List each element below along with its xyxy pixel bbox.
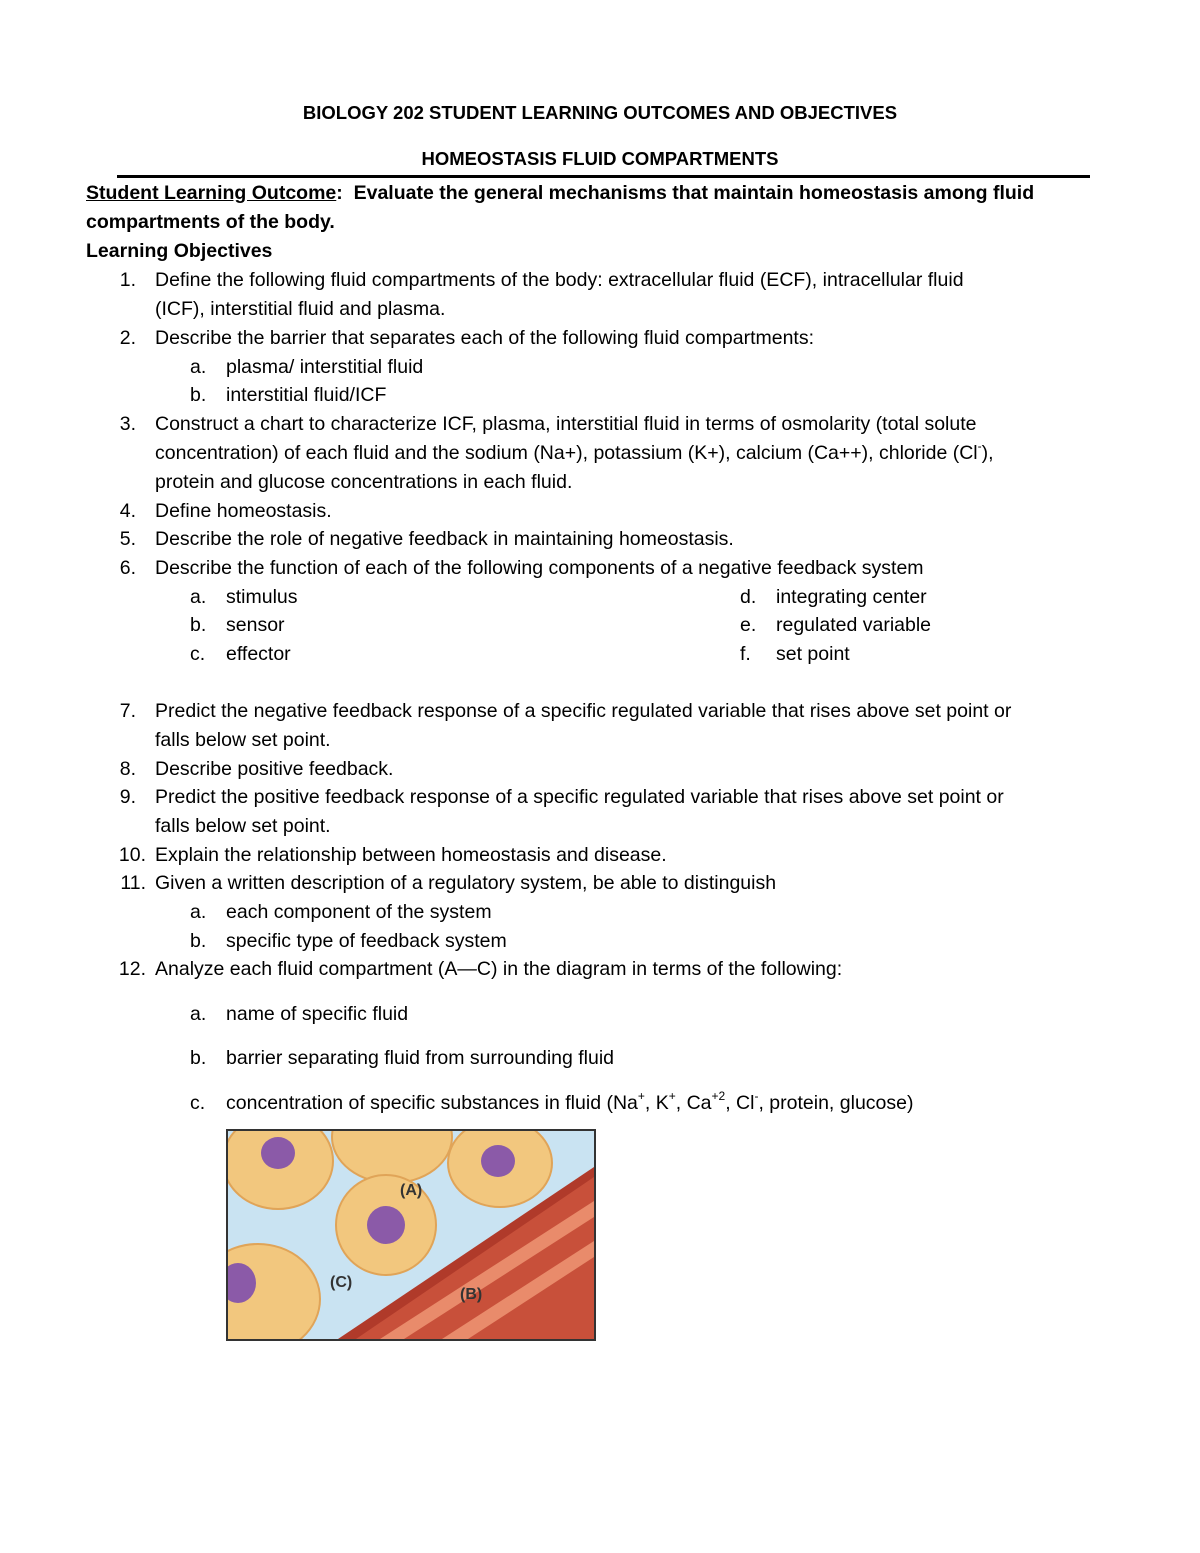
component-sensor: sensor bbox=[226, 614, 285, 636]
label-b: (B) bbox=[460, 1286, 483, 1303]
component-regulated-variable: regulated variable bbox=[776, 614, 932, 636]
diagram-illustration bbox=[228, 1131, 594, 1339]
objectives-heading: Learning Objectives bbox=[86, 240, 273, 262]
component-set-point: set point bbox=[776, 643, 850, 665]
outcome-text: Evaluate the general mechanisms that maintain homeostasis among fluid bbox=[353, 182, 1035, 204]
label-c: (C) bbox=[330, 1274, 353, 1291]
outcome-line-1: Student Learning Outcome: Evaluate the general mechanisms that maintain homeostasis among fluid bbox=[86, 182, 1035, 204]
cell bbox=[448, 1131, 552, 1207]
outcome-line-2: compartments of the body. bbox=[86, 211, 335, 233]
outcome-label: Student Learning Outcome bbox=[86, 182, 337, 204]
fluid-compartment-diagram bbox=[226, 1129, 596, 1341]
component-integrating-center: integrating center bbox=[776, 586, 927, 608]
label-a: (A) bbox=[400, 1182, 423, 1199]
component-effector: effector bbox=[226, 643, 291, 665]
document-subtitle: HOMEOSTASIS FLUID COMPARTMENTS bbox=[421, 148, 779, 169]
header-divider bbox=[117, 175, 1090, 178]
document-page: BIOLOGY 202 STUDENT LEARNING OUTCOMES AND OBJECTIVES HOMEOSTASIS FLUID COMPARTMENTS Student Learning Outcome: Evaluate the general mechanisms that maintain homeostasis among fluid compartments of the body. Learning Objectives 1. Define the following fluid compartments of the body: extracellular fluid (ECF), intracellular fluid (ICF), interstitial fluid and plasma. 2. Describe the barrier that separates each of the following fluid compartments: a. plasma/ interstitial fluid b. interstitial fluid/ICF 3. Construct a chart to characterize ICF, plasma, interstitial fluid in terms of osmolarity (total solute concentration) of each fluid and the sodium (Na+), potassium (K+), calcium (Ca++), chloride (Cl-), protein and glucose concentrations in each fluid. 4. Define homeostasis. 5. Describe the role of negative feedback in maintaining homeostasis. 6. Describe the function of each of the following components of a negative feedback system a. stimulus b. sensor c. effector d. integrating center e. regulated variable f. set point 7. Predict the negative feedback response of a specific regulated variable that rises above set point or falls below set point. 8. Describe positive feedback. 9. Predict the positive feedback response of a specific regulated variable that rises above set point or falls below set point. 10. Explain the relationship between homeostasis and disease. 11. Given a written description of a regulatory system, be able to distinguish a. each component of the system b. specific type of feedback system 12. Analyze each fluid compartment (A—C) in the diagram in terms of the following: a. name of specific fluid b. barrier separating fluid from surrounding fluid c. concentration of specific substances in fluid (Na+, K+, $Ca^{+2}$, Cl-, protein, glucose) (A) (B) (C) bbox=[0, 0, 1200, 1553]
document-title: BIOLOGY 202 STUDENT LEARNING OUTCOMES AND OBJECTIVES bbox=[302, 102, 898, 123]
component-stimulus: stimulus bbox=[226, 586, 298, 608]
